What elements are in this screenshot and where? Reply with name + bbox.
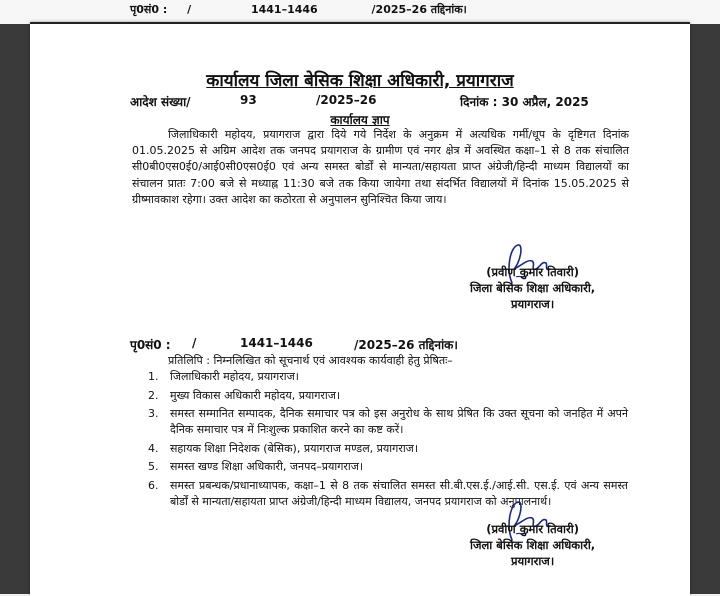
copy-recipient-text: जिलाधिकारी महोदय, प्रयागराज।	[170, 370, 299, 383]
endorsement-ref-row	[130, 336, 510, 354]
copy-recipient-number: 4.	[148, 441, 159, 455]
copy-recipient-item	[148, 441, 628, 457]
bleed-ref-range: 1441–1446	[250, 3, 318, 16]
order-reference-row	[130, 93, 602, 111]
copy-recipient-number: 6.	[148, 478, 159, 492]
copy-recipient-item	[148, 406, 628, 438]
viewer-backdrop-right	[690, 0, 720, 594]
memo-title: कार्यालय ज्ञाप	[330, 113, 390, 127]
order-label: आदेश संख्या/	[130, 95, 191, 109]
order-body-paragraph: जिलाधिकारी महोदय, प्रयागराज द्वारा दिये गये निर्देश के अनुक्रम में अत्यधिक गर्मी/धूप के दृष्टिगत दिनांक 01.05.2025 से अग्रिम आदेश तक जनपद प्रयागराज के ग्रामीण एवं नगर क्षेत्र में अवस्थित कक्षा–1 से 8 तक संचालित सी0बी0एस0ई0/आई0सी0एस0ई0 एवं अन्य समस्त बोर्डों से मान्यता/सहायता प्राप्त अंग्रेजी/हिन्दी माध्यम विद्यालयों का संचालन प्रातः 7:00 बजे से मध्याह्न 11:30 बजे तक किया जायेगा तथा संदर्भित विद्यालयों में दिनांक 15.05.2025 से ग्रीष्मावकाश रहेगा। उक्त आदेश का कठोरता से अनुपालन सुनिश्चित किया जाय।	[132, 128, 629, 206]
signatory-place-2: प्रयागराज।	[510, 554, 555, 568]
previous-page-ref-line	[130, 2, 467, 17]
copy-intro: प्रतिलिपि : निम्नलिखित को सूचनार्थ एवं आवश्यक कार्यवाही हेतु प्रेषितः–	[168, 354, 453, 367]
copy-recipient-text: समस्त खण्ड शिक्षा अधिकारी, जनपद–प्रयागराज।	[170, 460, 364, 474]
copy-recipient-text: समस्त सम्मानित सम्पादक, दैनिक समाचार पत्र को इस अनुरोध के साथ प्रेषित कि उक्त सूचना को जनहित में अपने दैनिक समाचार पत्र में निःशुल्क प्रकाशित करने का कष्ट करें।	[170, 407, 628, 437]
signatory-name: (प्रवीण कुमार तिवारी)	[486, 265, 579, 279]
copy-recipient-item	[148, 388, 628, 404]
order-date: दिनांक : 30 अप्रैल, 2025	[460, 95, 589, 109]
copy-recipient-list	[148, 369, 628, 513]
endorsement-ref-prefix: पृ0सं0 :	[130, 338, 171, 352]
office-title: कार्यालय जिला बेसिक शिक्षा अधिकारी, प्रयागराज	[206, 71, 514, 91]
order-number: 93	[240, 93, 257, 107]
copy-recipient-number: 1.	[148, 370, 159, 383]
endorsement-ref-slash: /	[192, 336, 197, 350]
bleed-ref-prefix: पृ0सं0 :	[130, 3, 168, 16]
copy-recipient-number: 2.	[148, 388, 159, 402]
document-page	[30, 22, 690, 596]
copy-recipient-text: मुख्य विकास अधिकारी महोदय, प्रयागराज।	[170, 388, 341, 402]
signature-block-2	[470, 521, 595, 569]
viewer-backdrop-left	[0, 0, 30, 594]
order-year: /2025–26	[316, 93, 377, 107]
signatory-place: प्रयागराज।	[510, 297, 555, 311]
signatory-name-2: (प्रवीण कुमार तिवारी)	[486, 522, 579, 536]
previous-page-bleed	[0, 0, 720, 24]
signatory-designation: जिला बेसिक शिक्षा अधिकारी,	[470, 281, 596, 295]
signatory-designation-2: जिला बेसिक शिक्षा अधिकारी,	[470, 538, 596, 552]
copy-recipient-text: समस्त प्रबन्धक/प्रधानाध्यापक, कक्षा–1 से 8 तक संचालित समस्त सी.बी.एस.ई./आई.सी. एस.ई. एवं अन्य समस्त बोर्डों से मान्यता/सहायता प्राप्त अंग्रेजी/हिन्दी माध्यम विद्यालय, जनपद प्रयागराज को अनुपालनार्थ।	[170, 478, 628, 508]
copy-recipient-number: 5.	[148, 460, 159, 474]
copy-recipient-item	[148, 369, 628, 385]
endorsement-ref-range: 1441–1446	[240, 336, 313, 350]
copy-recipient-number: 3.	[148, 407, 159, 421]
bleed-ref-year-date: /2025–26 तद्दिनांक।	[371, 3, 467, 16]
bleed-ref-slash: /	[187, 3, 192, 16]
copy-recipient-item	[148, 459, 628, 475]
signature-block	[470, 264, 595, 312]
endorsement-ref-year-date: /2025–26 तद्दिनांक।	[354, 338, 458, 352]
copy-recipient-text: सहायक शिक्षा निदेशक (बेसिक), प्रयागराज मण्डल, प्रयागराज।	[170, 441, 419, 455]
